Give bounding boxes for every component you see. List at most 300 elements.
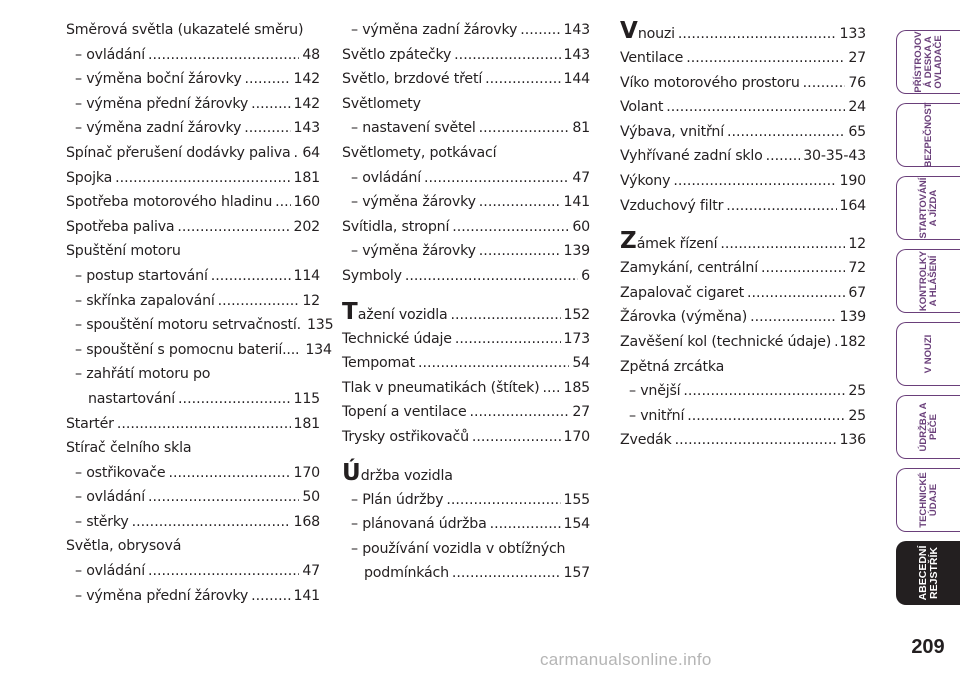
index-entry [620,334,866,359]
entry-text: – výměna zadní žárovky [75,120,242,137]
entry-label [75,96,248,112]
entry-page-ref[interactable]: 48 [302,46,320,63]
entry-page-ref[interactable]: 154 [563,516,590,533]
entry-text: – vnější [629,383,681,400]
entry-label [66,194,272,210]
entry-label [351,541,565,557]
entry-text: Vzduchový filtr [620,197,724,214]
dot-leader [178,391,290,407]
entry-text: – ovládání [75,46,145,63]
index-column-3 [620,18,866,457]
entry-text: Zavěšení kol (technické údaje) [620,333,832,350]
entry-page-ref[interactable]: 152 [563,306,590,323]
entry-text: – výměna žárovky [351,243,476,260]
entry-text: – ovládání [75,489,145,506]
dot-leader [727,124,845,140]
entry-text: Vyhřívané zadní sklo [620,148,763,165]
section-tab[interactable] [896,30,960,94]
dot-leader [520,22,560,38]
index-section-heading [342,299,590,331]
index-entry [66,588,320,613]
entry-label [620,285,744,301]
entry-label [620,18,675,44]
entry-text: Víko motorového prostoru [620,74,800,91]
entry-text: – výměna přední žárovky [75,95,249,112]
index-entry [342,47,590,72]
entry-text: Světla, obrysová [66,538,182,555]
entry-page-ref[interactable]: 67 [848,284,866,301]
entry-text: nouzi [637,26,675,42]
entry-label [620,124,724,140]
entry-label [75,489,145,505]
entry-label [342,145,496,161]
entry-page-ref[interactable]: 139 [839,309,866,326]
section-tab-label: PŘÍSTROJOV Á DESKA A OVLADAČE [912,31,944,93]
section-tab[interactable] [896,322,960,386]
dot-leader [470,404,570,420]
entry-page-ref[interactable]: 143 [293,120,320,137]
entry-text: – skřínka zapalování [75,292,215,309]
entry-label [620,228,717,254]
index-entry [342,492,590,517]
index-entry [66,391,320,416]
index-entry [66,170,320,195]
entry-label [66,170,112,186]
entry-page-ref[interactable]: 181 [293,415,320,432]
dot-leader [168,465,290,481]
entry-page-ref[interactable]: 47 [572,169,590,186]
entry-text: – ovládání [351,169,421,186]
dot-leader [132,514,291,530]
index-entry [342,145,590,170]
entry-text: Světlomety, potkávací [342,144,497,161]
section-tab[interactable] [896,249,960,313]
dot-leader [485,71,560,87]
index-entry [66,145,320,170]
index-entry [620,99,866,124]
index-entry [342,565,590,590]
entry-label [351,22,517,38]
entry-label [75,366,210,382]
entry-page-ref[interactable]: 143 [563,46,590,63]
index-entry [342,429,590,454]
index-entry [66,71,320,96]
entry-page-ref[interactable]: 12 [848,236,866,253]
entry-label [75,293,215,309]
entry-page-ref[interactable]: 60 [572,218,590,235]
entry-page-ref[interactable]: 141 [563,194,590,211]
entry-label [620,75,800,91]
entry-label [351,170,421,186]
section-tab-label: BEZPEČNOST [922,102,934,168]
entry-label [351,516,487,532]
entry-text: – nastavení světel [351,120,476,137]
entry-label [66,538,181,554]
index-entry [66,366,320,391]
entry-text: – ovládání [75,563,145,580]
index-entry [66,341,332,367]
entry-label [620,148,763,164]
index-entry [66,47,320,72]
index-entry [342,268,590,293]
entry-page-ref[interactable]: 185 [563,379,590,396]
entry-label [75,71,242,87]
entry-text: – výměna boční žárovky [75,71,242,88]
entry-label [75,563,145,579]
dot-leader [251,96,290,112]
entry-page-ref[interactable]: 141 [293,587,320,604]
entry-label [88,391,175,407]
entry-page-ref[interactable]: 202 [293,218,320,235]
dot-leader [479,120,570,136]
entry-label [351,492,443,508]
entry-text: Zpětná zrcátka [620,358,725,375]
entry-label [351,120,476,136]
entry-text: Startér [66,415,114,432]
dot-leader [211,268,291,284]
entry-label [66,243,181,259]
index-entry [342,404,590,429]
entry-text: Světlo zpátečky [342,46,452,63]
index-entry [620,173,866,198]
entry-text: – zahřátí motoru po [75,366,211,383]
dot-leader [834,334,836,350]
index-entry [620,198,866,223]
index-entry [342,355,590,380]
entry-page-ref[interactable]: 136 [839,432,866,449]
entry-label [342,355,415,371]
entry-text: Tlak v pneumatikách (štítek) [342,379,540,396]
entry-label [75,588,248,604]
entry-text: – výměna žárovky [351,194,476,211]
entry-label [620,99,663,115]
entry-text: – spouštění motoru setrvačností. [75,317,301,334]
entry-page-ref[interactable]: 170 [293,464,320,481]
entry-text: Zamykání, centrální [620,260,758,277]
section-tab[interactable] [896,468,960,532]
entry-text: podmínkách [364,565,449,582]
index-entry [66,465,320,490]
index-entry [620,383,866,408]
entry-page-ref[interactable]: 182 [839,333,866,350]
index-entry [66,538,320,563]
dot-leader [472,429,561,445]
entry-label [66,219,174,235]
entry-text: – výměna zadní žárovky [351,22,518,38]
index-entry [342,170,590,195]
index-entry [342,71,590,96]
entry-text: – používání vozidla v obtížných [351,540,566,557]
entry-page-ref[interactable]: 144 [563,71,590,88]
entry-label [75,120,241,136]
entry-page-ref[interactable]: 157 [563,565,590,582]
entry-page-ref[interactable]: 170 [563,428,590,445]
index-entry [342,96,590,121]
section-initial-letter: V [620,18,638,44]
entry-label [620,198,723,214]
dot-leader [244,120,290,136]
index-entry [342,541,590,566]
section-tab[interactable] [896,176,960,240]
dot-leader [418,355,569,371]
entry-page-ref[interactable]: 134 [305,341,332,358]
entry-text: Spotřeba motorového hladinu [66,194,273,211]
entry-label [342,268,402,284]
dot-leader [543,380,561,396]
index-column-1 [66,22,334,612]
entry-text: – Plán údržby [351,491,444,508]
index-entry [66,243,320,268]
entry-text: Svítidla, stropní [342,218,450,235]
entry-text: – stěrky [75,513,129,530]
index-entry [66,563,320,588]
entry-label [75,47,145,63]
entry-text: Zapalovač cigaret [620,284,744,301]
entry-text: Volant [620,99,664,116]
entry-page-ref[interactable]: 160 [293,194,320,211]
entry-label [342,219,449,235]
entry-text: Technické údaje [342,330,452,347]
entry-page-ref[interactable]: 27 [572,404,590,421]
dot-leader [720,236,845,252]
dot-leader [479,243,561,259]
dot-leader [479,194,561,210]
entry-label [364,565,449,581]
entry-page-ref[interactable]: 81 [572,120,590,137]
entry-text: držba vozidla [360,467,453,484]
index-entry [66,416,320,441]
entry-label [75,342,299,358]
entry-label [620,309,747,325]
entry-page-ref[interactable]: 135 [306,317,334,334]
entry-label [342,299,448,325]
section-tab[interactable] [896,541,960,605]
dot-leader [452,219,569,235]
dot-leader [424,170,569,186]
entry-text: Stírač čelního skla [66,440,192,457]
index-entry [620,124,866,149]
index-entry [620,432,866,457]
index-entry [342,331,590,356]
dot-leader [683,383,845,399]
entry-label [75,465,165,481]
section-initial-letter: T [342,298,358,325]
entry-page-ref[interactable]: 12 [302,292,320,309]
entry-page-ref[interactable]: 114 [293,267,320,284]
dot-leader [251,588,290,604]
index-entry [620,260,866,285]
section-tab-label: ÚDRŽBA A PÉČE [917,402,939,452]
entry-text: Topení a ventilace [342,404,467,421]
entry-page-ref[interactable]: 47 [302,563,320,580]
entry-page-ref[interactable]: 173 [563,330,590,347]
section-initial-letter: Ú [342,459,361,486]
section-initial-letter: Z [620,228,637,255]
entry-page-ref[interactable]: 54 [572,355,590,372]
entry-label [66,416,114,432]
index-entry [620,359,866,384]
dot-leader [675,432,837,448]
section-tab-label: TECHNICKÉ ÚDAJE [917,472,939,528]
dot-leader [452,565,561,581]
index-entry [66,96,320,121]
index-column-2 [342,22,590,590]
section-tab-label: ABECEDNÍ REJSTŘÍK [916,545,940,601]
entry-text: nastartování [88,390,176,407]
entry-page-ref[interactable]: 50 [302,489,320,506]
index-entry [342,120,590,145]
index-section-heading [620,18,866,50]
index-entry [342,194,590,219]
dot-leader [761,260,845,276]
entry-label [629,408,684,424]
dot-leader [726,198,836,214]
entry-label [66,440,191,456]
entry-label [342,331,452,347]
entry-page-ref[interactable]: 25 [848,383,866,400]
section-tab-label: STARTOVÁNÍ A JÍZDA [917,177,939,239]
entry-text: – výměna přední žárovky [75,587,249,604]
entry-page-ref[interactable]: 24 [848,99,866,116]
entry-page-ref[interactable]: 72 [848,260,866,277]
entry-label [629,383,680,399]
index-entry [66,219,320,244]
dot-leader [803,75,846,91]
entry-page-ref[interactable]: 190 [839,172,866,189]
index-entry [66,120,320,145]
dot-leader [148,489,299,505]
entry-label [66,145,290,161]
index-entry [66,489,320,514]
entry-text: Světlomety [342,95,421,112]
entry-text: Tempomat [342,355,415,372]
dot-leader [747,285,845,301]
entry-text: Světlo, brzdové třetí [342,71,483,88]
entry-label [75,514,129,530]
entry-label [342,404,467,420]
entry-label [342,47,451,63]
index-entry [66,440,320,465]
entry-label [620,50,683,66]
entry-text: Spínač přerušení dodávky paliva [66,144,291,161]
index-entry [342,516,590,541]
dot-leader [117,416,291,432]
index-entry [620,285,866,310]
entry-text: – ostřikovače [75,464,166,481]
index-entry [66,194,320,219]
index-entry [620,50,866,75]
dot-leader [405,268,578,284]
entry-text: Výbava, vnitřní [620,123,724,140]
entry-label [351,243,476,259]
dot-leader [245,71,291,87]
dot-leader [148,47,299,63]
index-entry [66,514,320,539]
entry-page-ref[interactable]: 142 [293,95,320,112]
entry-text: Symboly [342,267,402,284]
dot-leader [687,408,845,424]
entry-label [620,334,831,350]
section-tab-label: KONTROLKY A HLÁŠENÍ [917,250,939,312]
entry-page-ref[interactable]: 64 [302,144,320,161]
section-tab[interactable] [896,395,960,459]
dot-leader [455,331,561,347]
dot-leader [490,516,561,532]
entry-page-ref[interactable]: 30-35-43 [803,148,866,165]
entry-page-ref[interactable]: 25 [848,407,866,424]
index-entry [342,219,590,244]
page-number: 209 [911,636,945,658]
entry-label [66,22,303,38]
entry-text: Spotřeba paliva [66,218,175,235]
entry-text: ažení vozidla [357,306,448,323]
dot-leader [454,47,560,63]
dot-leader [293,145,299,161]
entry-page-ref[interactable]: 155 [563,491,590,508]
index-section-heading [342,460,590,492]
entry-page-ref[interactable]: 65 [848,123,866,140]
section-tabs [896,30,960,614]
index-entry [66,22,320,47]
dot-leader [218,293,300,309]
index-entry [620,309,866,334]
index-entry [342,243,590,268]
entry-page-ref[interactable]: 142 [293,71,320,88]
entry-label [351,194,476,210]
dot-leader [678,26,837,42]
dot-leader [766,148,801,164]
dot-leader [686,50,845,66]
entry-text: ámek řízení [636,236,718,253]
index-entry [66,317,334,342]
entry-label [620,359,724,375]
dot-leader [275,194,290,210]
entry-label [620,173,670,189]
entry-text: – plánovaná údržba [351,516,487,533]
entry-text: – postup startování [75,267,208,284]
entry-page-ref[interactable]: 139 [563,243,590,260]
entry-page-ref[interactable]: 168 [293,513,320,530]
index-entry [66,293,320,318]
section-tab-label: V NOUZI [922,334,934,374]
index-entry [342,22,590,47]
entry-label [75,317,301,333]
entry-page-ref[interactable]: 27 [848,50,866,66]
entry-label [342,429,469,445]
dot-leader [177,219,290,235]
index-entry [342,380,590,405]
section-tab[interactable] [896,103,960,167]
entry-page-ref[interactable]: 76 [848,74,866,91]
entry-page-ref[interactable]: 164 [839,197,866,214]
index-section-heading [620,228,866,260]
dot-leader [673,173,836,189]
entry-page-ref[interactable]: 143 [563,22,590,38]
entry-text: Směrová světla (ukazatelé směru) [66,22,304,38]
entry-text: – vnitřní [629,407,685,424]
entry-text: Ventilace [620,50,684,66]
entry-text: Spojka [66,169,113,186]
entry-page-ref[interactable]: 6 [581,267,590,284]
entry-page-ref[interactable]: 115 [293,390,320,407]
entry-label [342,460,453,486]
index-entry [620,408,866,433]
entry-page-ref[interactable]: 181 [293,169,320,186]
dot-leader [148,563,299,579]
entry-page-ref[interactable]: 133 [839,26,866,42]
entry-text: Trysky ostřikovačů [342,428,469,445]
dot-leader [750,309,836,325]
